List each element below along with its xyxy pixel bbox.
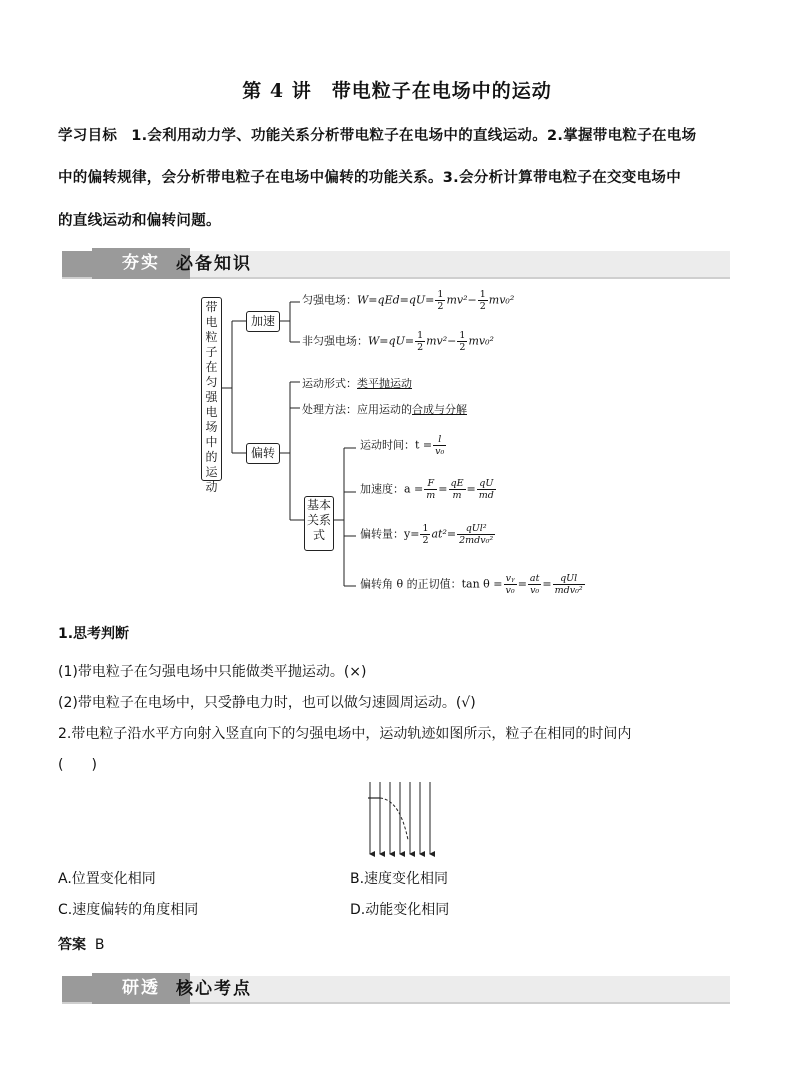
ke-final: mv² xyxy=(446,293,468,307)
q1-item-2: (2)带电粒子在电场中，只受静电力时，也可以做匀速圆周运动。(√) xyxy=(58,695,476,711)
acceleration-row: 加速度：a = $\frac{F}{m}$ = $\frac{qE}{m}$ = $\frac{qU}{md}$ xyxy=(360,478,494,501)
basic-relations-label: 基本关系式 xyxy=(306,498,331,542)
q1-heading: 1.思考判断 xyxy=(58,626,130,642)
section-tag: 夯实 xyxy=(92,248,190,279)
displacement-row: 偏转量：y= $\frac{1}{2}$ at²= $\frac{\text{qUl²}}{\text{2mdv₀²}}$ xyxy=(360,523,494,546)
half-fraction: $\frac{1}{2}$ xyxy=(479,289,486,312)
root-label: 带电粒子在匀强电场中的运动 xyxy=(205,300,218,494)
answer-line xyxy=(58,934,105,954)
objectives-text-1: 1.会利用动力学、功能关系分析带电粒子在电场中的直线运动。2.掌握带电粒子在电场 xyxy=(131,128,697,144)
nonuniform-prefix: 非匀强电场： xyxy=(302,334,368,348)
time-row: 运动时间：t = $\frac{l}{\text{v₀}}$ xyxy=(360,434,445,457)
option-d: D.动能变化相同 xyxy=(350,902,450,918)
ke-initial: mv₀² xyxy=(488,293,515,307)
objectives-line-2: 中的偏转规律，会分析带电粒子在电场中偏转的功能关系。3.会分析计算带电粒子在交变电场中 xyxy=(58,170,681,186)
section-banner-core xyxy=(62,976,730,1004)
answer-label: 答案 xyxy=(58,937,86,953)
q2-blank: ( ) xyxy=(58,757,97,773)
nonuniform-formula: W=qU= xyxy=(368,334,415,348)
field-trajectory-figure xyxy=(360,780,440,860)
uniform-formula: W=qEd=qU= xyxy=(357,293,435,307)
q1-item-1: (1)带电粒子在匀强电场中只能做类平抛运动。(×) xyxy=(58,664,367,680)
accel-box: 加速 xyxy=(246,311,280,332)
half-fraction: $\frac{1}{2}$ xyxy=(437,289,444,312)
motion-form-row: 运动形式：类平抛运动 xyxy=(302,377,412,390)
accel-uniform-row: 匀强电场：W=qEd=qU= $\frac{1}{2}$ mv²− $\frac{1}{2}$ mv₀² xyxy=(302,289,515,312)
accel-nonuniform-row: 非匀强电场：W=qU= $\frac{1}{2}$ mv²− $\frac{1}{2}$ mv₀² xyxy=(302,330,494,353)
objectives-line-3: 的直线运动和偏转问题。 xyxy=(58,213,221,229)
root-box xyxy=(201,297,222,494)
answer-value: B xyxy=(94,937,105,953)
option-c: C.速度偏转的角度相同 xyxy=(58,902,199,918)
deflect-box: 偏转 xyxy=(246,443,280,464)
method-row: 处理方法：应用运动的合成与分解 xyxy=(302,403,467,416)
objectives-label: 学习目标 xyxy=(58,128,118,144)
option-a: A.位置变化相同 xyxy=(58,871,156,887)
option-b: B.速度变化相同 xyxy=(350,871,449,887)
page-title: 第 4 讲 带电粒子在电场中的运动 xyxy=(242,80,552,102)
basic-relations-box xyxy=(304,496,334,551)
angle-row: 偏转角 θ 的正切值：tan θ = $\frac{\text{vᵧ}}{\text{v₀}}$ = $\frac{at}{\text{v₀}}$ = $\frac{\text{qUl}}{\text{mdv₀²}}$ xyxy=(360,573,583,596)
motion-form-value: 类平抛运动 xyxy=(357,377,412,390)
section-heading: 必备知识 xyxy=(176,254,252,274)
section-heading: 核心考点 xyxy=(176,979,252,999)
uniform-prefix: 匀强电场： xyxy=(302,293,357,307)
q2-stem: 2.带电粒子沿水平方向射入竖直向下的匀强电场中，运动轨迹如图所示，粒子在相同的时间内 xyxy=(58,726,632,742)
section-tag: 研透 xyxy=(92,973,190,1004)
method-value: 合成与分解 xyxy=(412,403,467,416)
